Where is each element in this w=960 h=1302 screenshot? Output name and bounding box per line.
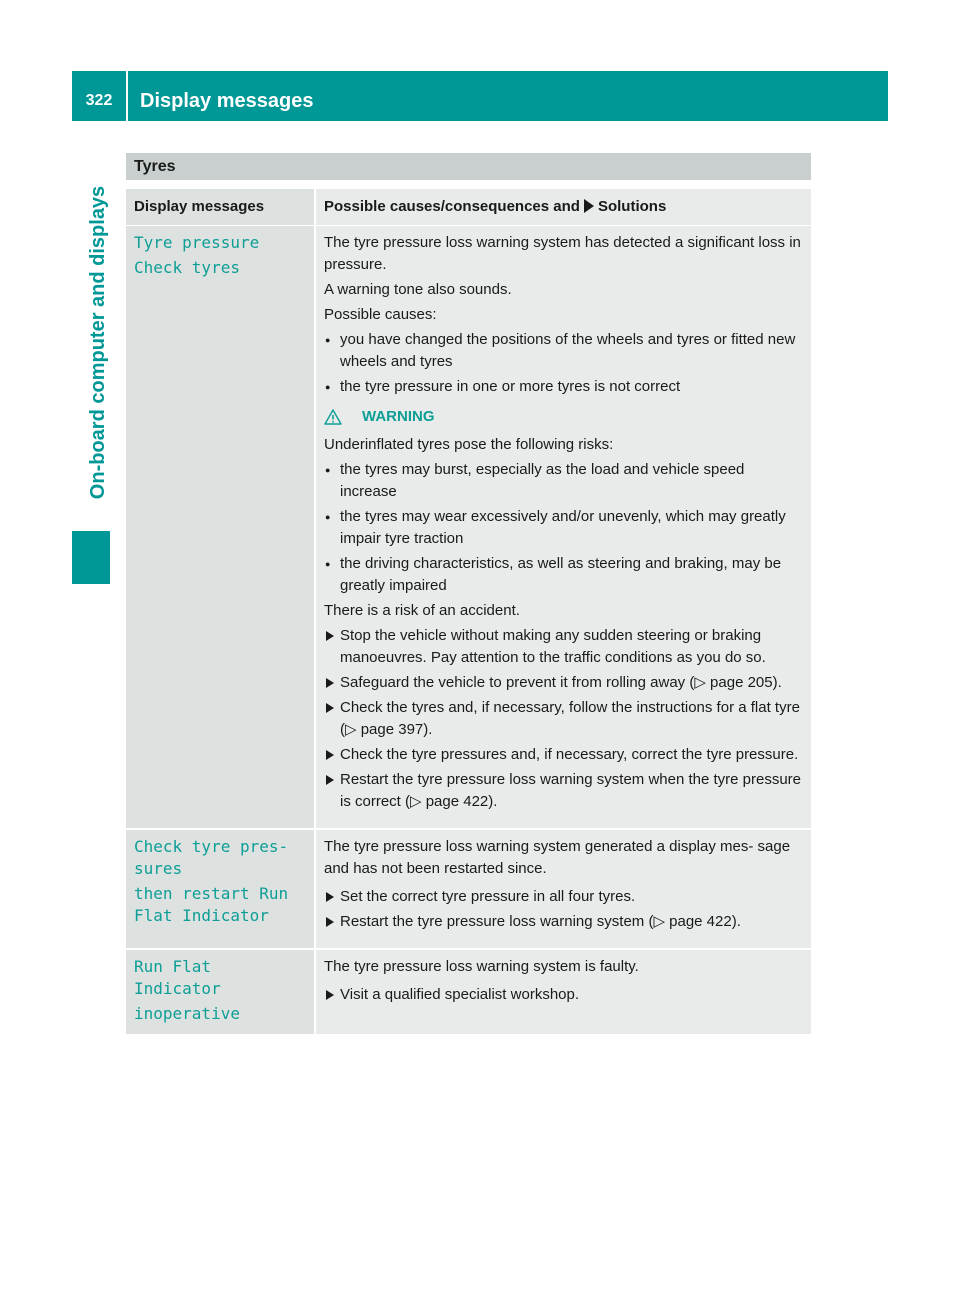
bullet-item: ● you have changed the positions of the wheels and tyres or fitted new wheels and tyres — [324, 329, 803, 373]
table-row — [126, 950, 811, 1036]
step-item: Check the tyre pressures and, if necessary, correct the tyre pressure. — [324, 744, 803, 766]
table-row — [126, 226, 811, 830]
bullet-item: ● the tyres may wear excessively and/or unevenly, which may greatly impair tyre traction — [324, 506, 803, 550]
paragraph: Possible causes: — [324, 306, 437, 323]
table-section-title: Tyres — [126, 153, 811, 180]
chapter-side-label — [72, 153, 126, 531]
bullet-item: ● the driving characteristics, as well as steering and braking, may be greatly impaired — [324, 553, 803, 597]
step-item: Restart the tyre pressure loss warning system (▷ page 422). — [324, 911, 803, 933]
step-item: Restart the tyre pressure loss warning system when the tyre pressure is correct (▷ page 422). — [324, 769, 803, 813]
causes-solutions-cell — [316, 830, 811, 948]
paragraph: The tyre pressure loss warning system is faulty. — [324, 958, 639, 975]
step-item: Safeguard the vehicle to prevent it from rolling away (▷ page 205). — [324, 672, 803, 694]
paragraph: The tyre pressure loss warning system has detected a significant loss in pressure. — [324, 234, 801, 273]
bullet-item: ● the tyre pressure in one or more tyres is not correct — [324, 376, 803, 398]
step-item: Visit a qualified specialist workshop. — [324, 984, 803, 1006]
step-item: Check the tyres and, if necessary, follow the instructions for a flat tyre (▷ page 397). — [324, 697, 803, 741]
display-message-line: Check tyres — [134, 258, 240, 277]
col-header-causes-solutions: Possible causes/consequences and Solutions — [316, 189, 811, 225]
table-header-row — [126, 188, 811, 226]
page-number: 322 — [85, 92, 113, 109]
step-item: Set the correct tyre pressure in all four tyres. — [324, 886, 803, 908]
display-message-cell — [126, 950, 314, 1034]
warning-triangle-icon — [324, 409, 342, 425]
display-message-line: then restart Run — [134, 884, 289, 903]
display-message-line: sures — [134, 859, 183, 878]
page-header — [72, 71, 888, 121]
paragraph: There is a risk of an accident. — [324, 602, 520, 619]
display-message-line: Tyre pressure — [134, 233, 260, 252]
play-arrow-icon — [584, 199, 594, 213]
display-message-line: inoperative — [134, 1004, 240, 1023]
causes-solutions-cell — [316, 950, 811, 1034]
bullet-item: ● the tyres may burst, especially as the load and vehicle speed increase — [324, 459, 803, 503]
header-divider — [126, 71, 128, 121]
display-message-cell — [126, 830, 314, 948]
display-message-line: Check tyre pres‐ — [134, 837, 289, 856]
chapter-title: On-board computer and displays — [87, 185, 110, 499]
display-messages-table — [126, 153, 811, 1036]
causes-solutions-cell — [316, 226, 811, 828]
paragraph: Underinflated tyres pose the following risks: — [324, 436, 614, 453]
page-title: Display messages — [140, 90, 314, 112]
warning-label: WARNING — [362, 408, 435, 425]
paragraph: The tyre pressure loss warning system generated a display mes‐ sage and has not been restarted since. — [324, 838, 791, 877]
display-message-cell — [126, 226, 314, 828]
table-row — [126, 830, 811, 950]
chapter-tab-marker — [72, 531, 110, 584]
display-message-line: Run Flat Indicator — [134, 957, 221, 998]
step-item: Stop the vehicle without making any sudden steering or braking manoeuvres. Pay attention to the traffic conditions as you do so. — [324, 625, 803, 669]
display-message-line: Flat Indicator — [134, 906, 269, 925]
paragraph: A warning tone also sounds. — [324, 281, 512, 298]
warning-heading — [324, 406, 803, 428]
col-header-display-messages: Display messages — [126, 189, 314, 225]
